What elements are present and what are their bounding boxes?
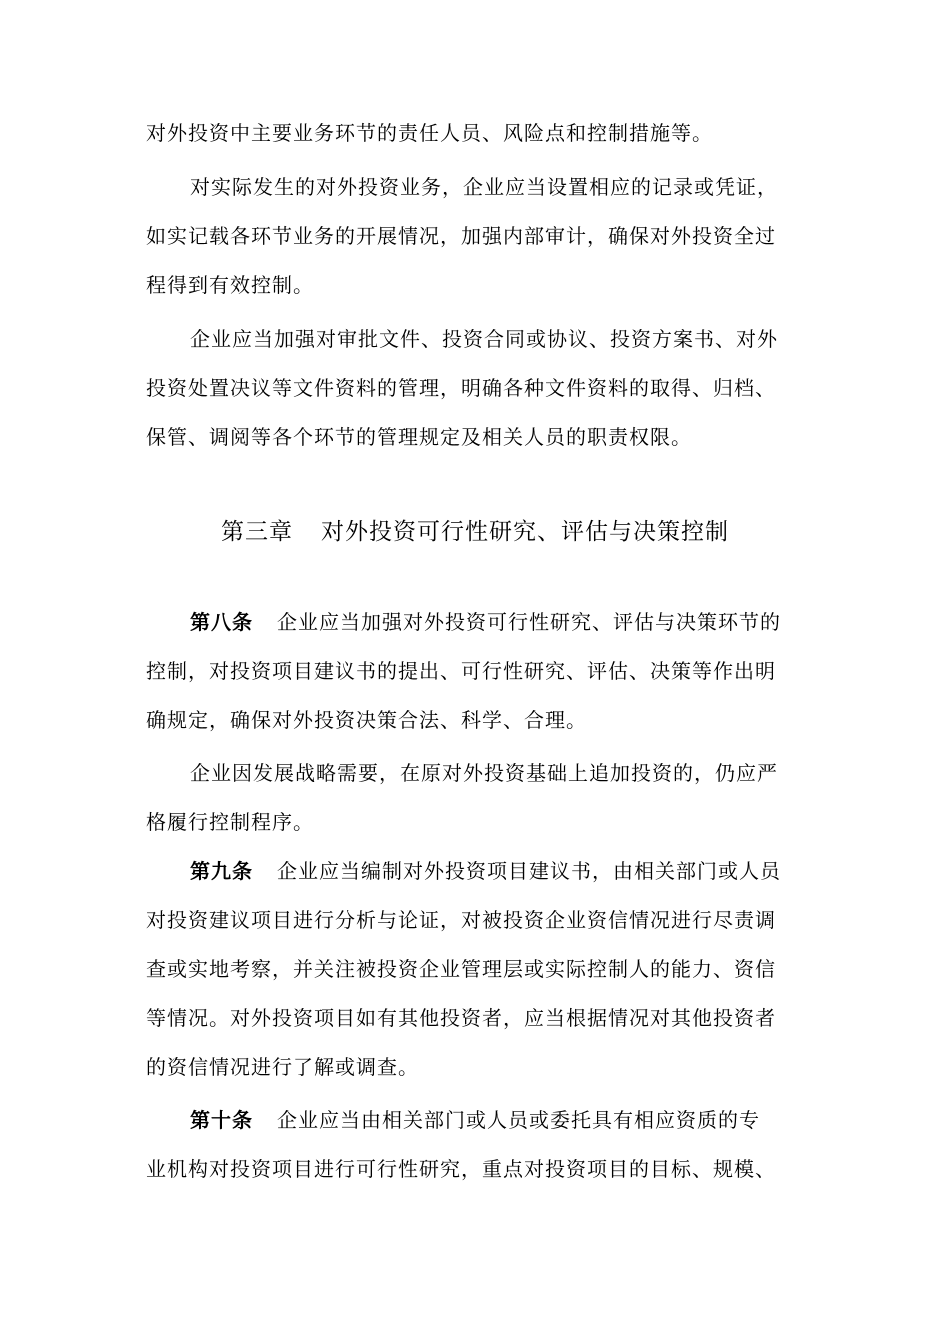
body-line: 对外投资中主要业务环节的责任人员、风险点和控制措施等。 bbox=[146, 121, 713, 145]
chapter-heading bbox=[0, 516, 950, 548]
body-line: 格履行控制程序。 bbox=[146, 810, 314, 834]
body-line: 投资处置决议等文件资料的管理，明确各种文件资料的取得、归档、 bbox=[146, 376, 776, 400]
article-label: 第十条 bbox=[190, 1108, 253, 1132]
body-line: 确规定，确保对外投资决策合法、科学、合理。 bbox=[146, 708, 587, 732]
body-line: 等情况。对外投资项目如有其他投资者，应当根据情况对其他投资者 bbox=[146, 1006, 776, 1030]
article-9-first-line bbox=[190, 857, 806, 885]
body-line: 保管、调阅等各个环节的管理规定及相关人员的职责权限。 bbox=[146, 425, 692, 449]
article-label: 第九条 bbox=[190, 859, 253, 883]
body-line: 如实记载各环节业务的开展情况，加强内部审计，确保对外投资全过 bbox=[146, 224, 776, 248]
article-text: 企业应当加强对外投资可行性研究、评估与决策环节的 bbox=[277, 610, 781, 634]
body-line: 对投资建议项目进行分析与论证，对被投资企业资信情况进行尽责调 bbox=[146, 908, 776, 932]
article-text: 企业应当由相关部门或人员或委托具有相应资质的专 bbox=[277, 1108, 760, 1132]
body-line: 企业应当加强对审批文件、投资合同或协议、投资方案书、对外 bbox=[190, 327, 778, 351]
chapter-number: 第三章 bbox=[221, 519, 293, 545]
article-label: 第八条 bbox=[190, 610, 253, 634]
article-10-first-line bbox=[190, 1106, 806, 1134]
article-8-first-line bbox=[190, 608, 806, 636]
body-line: 业机构对投资项目进行可行性研究，重点对投资项目的目标、规模、 bbox=[146, 1157, 776, 1181]
body-line: 程得到有效控制。 bbox=[146, 273, 314, 297]
chapter-title: 对外投资可行性研究、评估与决策控制 bbox=[321, 519, 729, 545]
body-line: 企业因发展战略需要，在原对外投资基础上追加投资的，仍应严 bbox=[190, 761, 778, 785]
body-line: 查或实地考察，并关注被投资企业管理层或实际控制人的能力、资信 bbox=[146, 957, 776, 981]
body-line: 控制，对投资项目建议书的提出、可行性研究、评估、决策等作出明 bbox=[146, 659, 776, 683]
body-line: 对实际发生的对外投资业务，企业应当设置相应的记录或凭证， bbox=[190, 175, 778, 199]
article-text: 企业应当编制对外投资项目建议书，由相关部门或人员 bbox=[277, 859, 781, 883]
body-line: 的资信情况进行了解或调查。 bbox=[146, 1055, 419, 1079]
